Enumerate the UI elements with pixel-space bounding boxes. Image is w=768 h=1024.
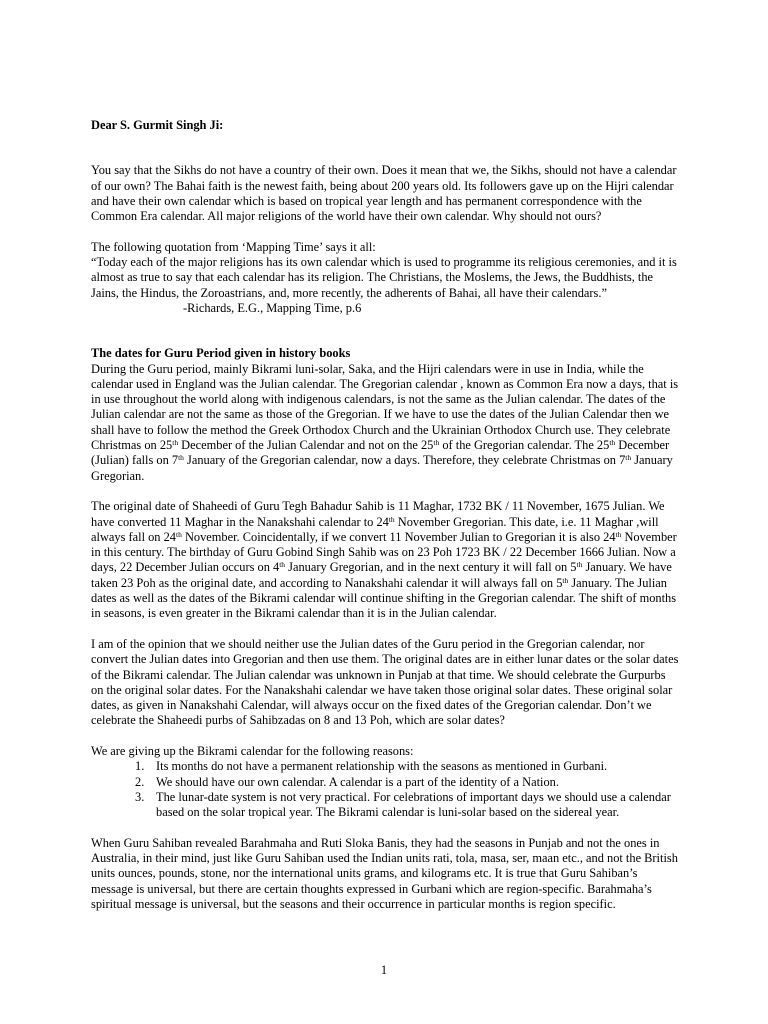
- list-item-text: Its months do not have a permanent relationship with the seasons as mentioned in Gurbani.: [156, 759, 608, 774]
- text-run: January Gregorian.: [91, 453, 673, 483]
- list-item-text: We should have our own calendar. A calendar is a part of the identity of a Nation.: [156, 774, 559, 789]
- text-run: January. We have taken 23 Poh as the original date, and according to Nanakshahi calendar it will always fall on 5: [91, 560, 672, 590]
- text-run: January Gregorian, and in the next century it will fall on 5: [285, 560, 577, 575]
- ordinal-suffix: th: [615, 529, 622, 539]
- ordinal-suffix: th: [279, 560, 286, 570]
- document-page: [91, 118, 681, 928]
- list-item: [135, 774, 681, 790]
- list-number: 2.: [135, 774, 145, 789]
- list-number: 3.: [135, 789, 145, 804]
- ordinal-suffix: th: [388, 514, 395, 524]
- text-run: December (Julian) falls on 7: [91, 438, 670, 468]
- text-run: December of the Julian Calendar and not on the 25: [178, 438, 434, 453]
- salutation: Dear S. Gurmit Singh Ji:: [91, 118, 224, 132]
- page-number: 1: [380, 963, 388, 977]
- list-item-text: The lunar-date system is not very practical. For celebrations of important days we should use a calendar based on the solar tropical year. The Bikrami calendar is luni-solar based on the sidereal year.: [156, 789, 671, 820]
- list-item: [135, 789, 681, 821]
- text-run: November. Coincidentally, if we convert 11 November Julian to Gregorian it is also 24: [181, 529, 616, 544]
- text-run: of the Gregorian calendar. The 25: [439, 438, 610, 453]
- paragraph-julian-calendar: [91, 362, 681, 484]
- ordinal-suffix: th: [625, 453, 632, 463]
- section-title: The dates for Guru Period given in history books: [91, 346, 351, 361]
- intro-paragraph: You say that the Sikhs do not have a country of their own. Does it mean that we, the Sikhs, should not have a calendar of our own? The Bahai faith is the newest faith, being about 200 years old. Its followers gave up on the Hijri calendar and have their own calendar which is based on tropical year length and has permanent correspondence with the Common Era calendar. All major religions of the world have their own calendar. Why should not ours?: [91, 163, 677, 224]
- ordinal-suffix: th: [609, 438, 616, 448]
- text-run: January of the Gregorian calendar, now a days. Therefore, they celebrate Christmas on 7: [183, 453, 626, 468]
- list-item: [135, 759, 681, 774]
- quote-text: “Today each of the major religions has its own calendar which is used to programme its religious ceremonies, and it is almost as true to say that each calendar has its religion. The Christians, the Moslems, the Jews, the Buddhists, the Jains, the Hindus, the Zoroastrians, and, more recently, the adherents of Bahai, all have their calendars.”: [91, 255, 677, 300]
- ordinal-suffix: th: [433, 438, 440, 448]
- paragraph-opinion: I am of the opinion that we should neither use the Julian dates of the Guru period in the Gregorian calendar, nor convert the Julian dates into Gregorian and then use them. The original dates are in either lunar dates or the solar dates of the Bikrami calendar. The Julian calendar was unknown in Punjab at that time. We should celebrate the Gurpurbs on the original solar dates. For the Nanakshahi calendar we have taken those original solar dates. These original solar dates, as given in Nanakshahi Calendar, will always occur on the fixed dates of the Gregorian calendar. Don’t we celebrate the Shaheedi purbs of Sahibzadas on 8 and 13 Poh, which are solar dates?: [91, 636, 679, 728]
- text-run: November Gregorian. This date, i.e. 11 Maghar ,will always fall on 24: [91, 514, 659, 544]
- text-run: During the Guru period, mainly Bikrami luni-solar, Saka, and the Hijri calendars were in use in India, while the calendar used in England was the Julian calendar. The Gregorian calendar , known as Common Era now a days, that is in use throughout the world along with indigenous calendars, is not the same as the Julian calendar. The dates of the Julian calendar are not the same as those of the Gregorian. If we have to use the dates of the Julian Calendar then we shall have to follow the method the Greek Orthodox Church and the Ukrainian Orthodox Church use. They celebrate Christmas on 25: [91, 361, 679, 453]
- text-run: January. The Julian dates as well as the dates of the Bikrami calendar will continue shifting in the Gregorian calendar. The shift of months in seasons, is even greater in the Bikrami calendar than it is in the Julian calendar.: [91, 575, 677, 621]
- paragraph-barahmaha: When Guru Sahiban revealed Barahmaha and Ruti Sloka Banis, they had the seasons in Punjab and not the ones in Australia, in their mind, just like Guru Sahiban used the Indian units rati, tola, masa, ser, maan etc., and not the British units ounces, pounds, stone, nor the international units grams, and kilograms etc. It is true that Guru Sahiban’s message is universal, but there are certain thoughts expressed in Gurbani which are region-specific. Barahmaha’s spiritual message is universal, but the seasons and their occurrence in particular months is region specific.: [91, 835, 678, 911]
- paragraph-shaheedi-dates: [91, 499, 681, 621]
- text-run: November in this century. The birthday of Guru Gobind Singh Sahib was on 23 Poh 1723 BK / 22 December 1666 Julian. Now a days, 22 December Julian occurs on 4: [91, 529, 677, 575]
- ordinal-suffix: th: [576, 560, 583, 570]
- text-run: The original date of Shaheedi of Guru Tegh Bahadur Sahib is 11 Maghar, 1732 BK / 11 November, 1675 Julian. We have converted 11 Maghar in the Nanakshahi calendar to 24: [91, 499, 665, 529]
- list-number: 1.: [135, 759, 145, 774]
- ordinal-suffix: th: [172, 438, 179, 448]
- reasons-list: [91, 759, 681, 820]
- ordinal-suffix: th: [562, 575, 569, 585]
- reasons-intro: We are giving up the Bikrami calendar for the following reasons:: [91, 743, 414, 758]
- ordinal-suffix: th: [176, 529, 182, 539]
- quote-intro: The following quotation from ‘Mapping Time’ says it all:: [91, 239, 376, 254]
- ordinal-suffix: th: [178, 453, 184, 463]
- quote-attribution: -Richards, E.G., Mapping Time, p.6: [183, 300, 362, 315]
